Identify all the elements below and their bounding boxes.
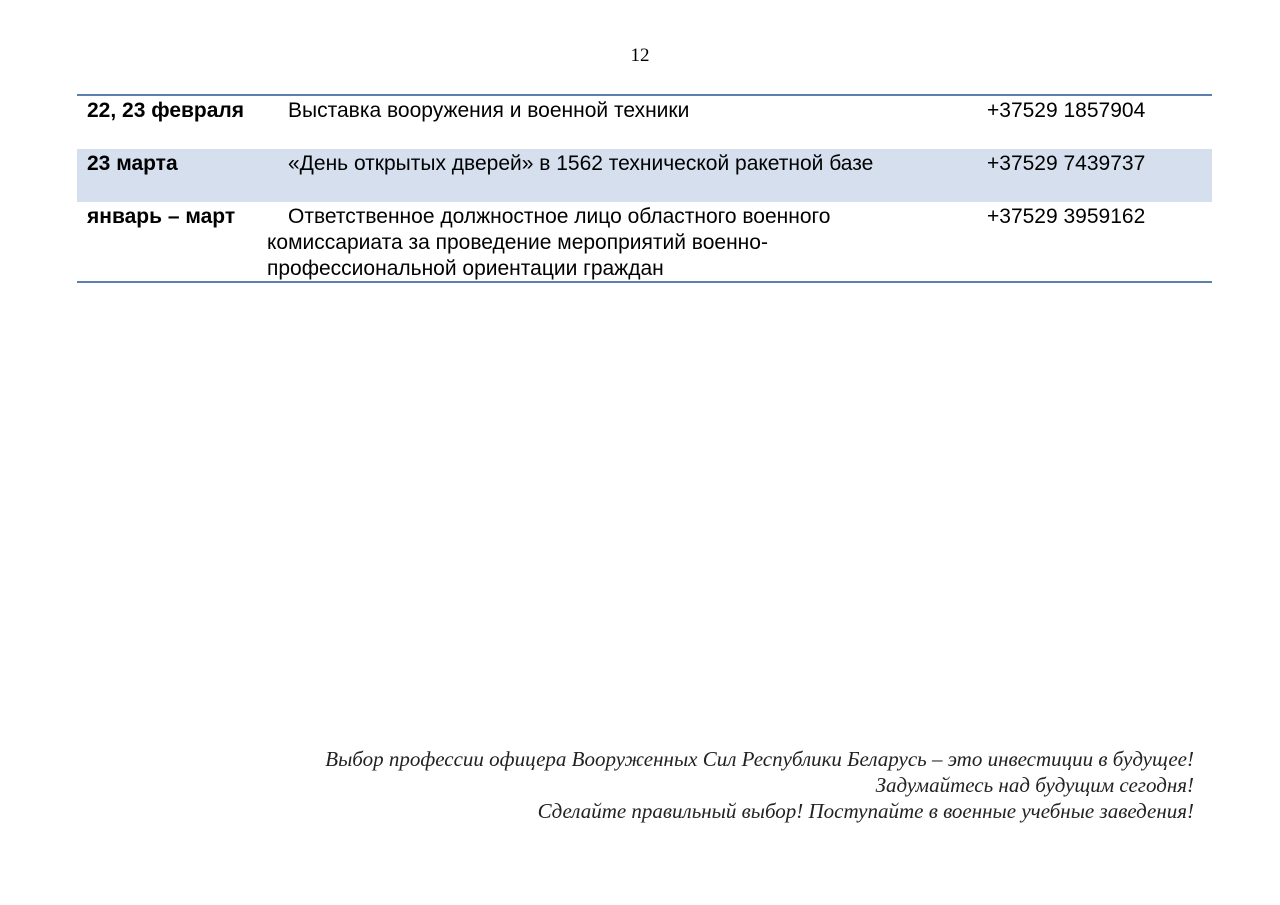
appeal-line: Выбор профессии офицера Вооруженных Сил Республики Беларусь – это инвестиции в будущее! xyxy=(325,747,1194,771)
table-row xyxy=(77,96,1212,149)
contact-phone: +37529 1857904 xyxy=(987,99,1146,122)
event-date: 22, 23 февраля xyxy=(87,99,245,122)
closing-appeal xyxy=(194,746,1194,824)
events-table xyxy=(77,94,1212,283)
event-date: 23 марта xyxy=(87,152,178,175)
appeal-line: Сделайте правильный выбор! Поступайте в военные учебные заведения! xyxy=(537,799,1194,823)
event-description: Ответственное должностное лицо областного военного комиссариата за проведение мероприятий военно-профессиональной ориентации граждан xyxy=(267,205,831,280)
event-date: январь – март xyxy=(87,205,236,228)
appeal-line: Задумайтесь над будущим сегодня! xyxy=(875,773,1194,797)
table-row xyxy=(77,149,1212,202)
page-number: 12 xyxy=(630,45,650,66)
contact-phone: +37529 3959162 xyxy=(987,205,1146,228)
event-description: «День открытых дверей» в 1562 технической ракетной базе xyxy=(288,152,874,175)
event-description: Выставка вооружения и военной техники xyxy=(288,99,690,122)
table-row xyxy=(77,202,1212,281)
contact-phone: +37529 7439737 xyxy=(987,152,1146,175)
